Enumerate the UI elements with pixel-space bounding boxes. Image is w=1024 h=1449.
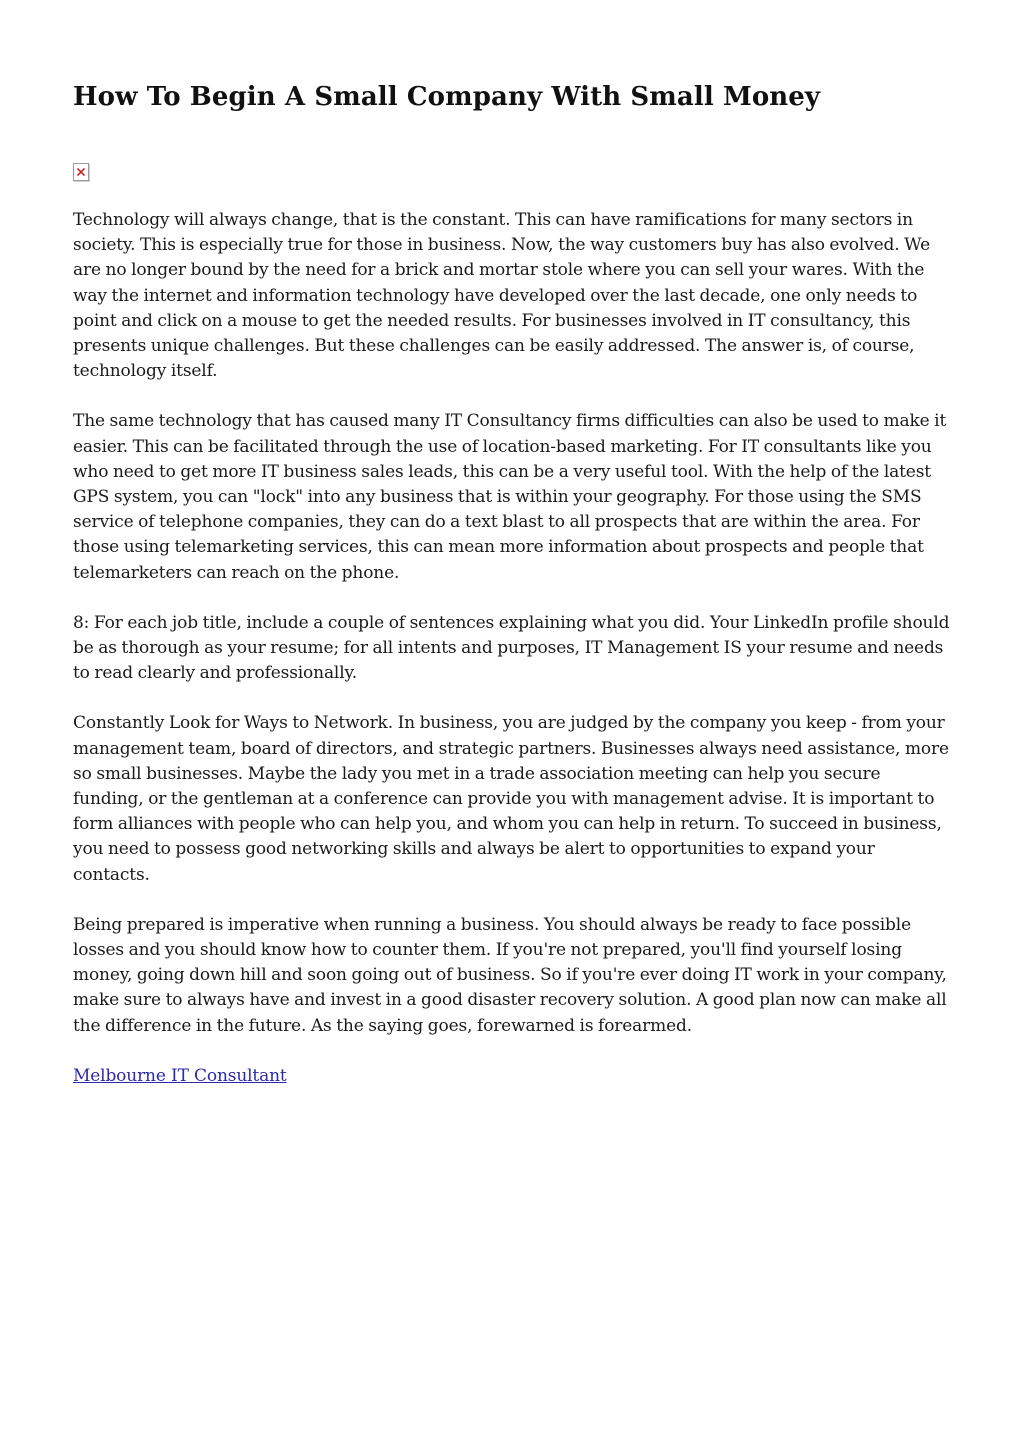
melbourne-it-consultant-link[interactable]: Melbourne IT Consultant bbox=[73, 1065, 287, 1086]
paragraph-job-title-tip: 8: For each job title, include a couple of sentences explaining what you did. Your LinkedIn profile should be as thorough as your resume; for all intents and purposes, IT Management IS your resume and needs to read clearly and professionally. bbox=[73, 612, 950, 684]
broken-image-icon bbox=[73, 163, 89, 181]
close-x-icon bbox=[77, 168, 85, 176]
paragraph-technology-changes: Technology will always change, that is the constant. This can have ramifications for many sectors in society. This is especially true for those in business. Now, the way customers buy has also evolved. We are no longer bound by the need for a brick and mortar stole where you can sell your wares. With the way the internet and information technology have developed over the last decade, one only needs to point and click on a mouse to get the needed results. For businesses involved in IT consultancy, this presents unique challenges. But these challenges can be easily addressed. The answer is, of course, technology itself. bbox=[73, 210, 931, 382]
page-title: How To Begin A Small Company With Small Money bbox=[73, 82, 821, 112]
paragraph-location-based-marketing: The same technology that has caused many IT Consultancy firms difficulties can also be used to make it easier. This can be facilitated through the use of location-based marketing. For IT consultants like you who need to get more IT business sales leads, this can be a very useful tool. With the help of the latest GPS system, you can "lock" into any business that is within your geography. For those using the SMS service of telephone companies, they can do a text blast to all prospects that are within the area. For those using telemarketing services, this can mean more information about prospects and people that telemarketers can reach on the phone. bbox=[73, 411, 947, 583]
paragraph-networking: Constantly Look for Ways to Network. In business, you are judged by the company you keep - from your management team, board of directors, and strategic partners. Businesses always need assistance, more so small businesses. Maybe the lady you met in a trade association meeting can help you secure funding, or the gentleman at a conference can provide you with management advise. It is important to form alliances with people who can help you, and whom you can help in return. To succeed in business, you need to possess good networking skills and always be alert to opportunities to expand your contacts. bbox=[73, 713, 949, 885]
paragraph-being-prepared: Being prepared is imperative when running a business. You should always be ready to face possible losses and you should know how to counter them. If you're not prepared, you'll find yourself losing money, going down hill and soon going out of business. So if you're ever doing IT work in your company, make sure to always have and invest in a good disaster recovery solution. A good plan now can make all the difference in the future. As the saying goes, forewarned is forearmed. bbox=[73, 914, 947, 1036]
article-body bbox=[73, 208, 953, 1089]
